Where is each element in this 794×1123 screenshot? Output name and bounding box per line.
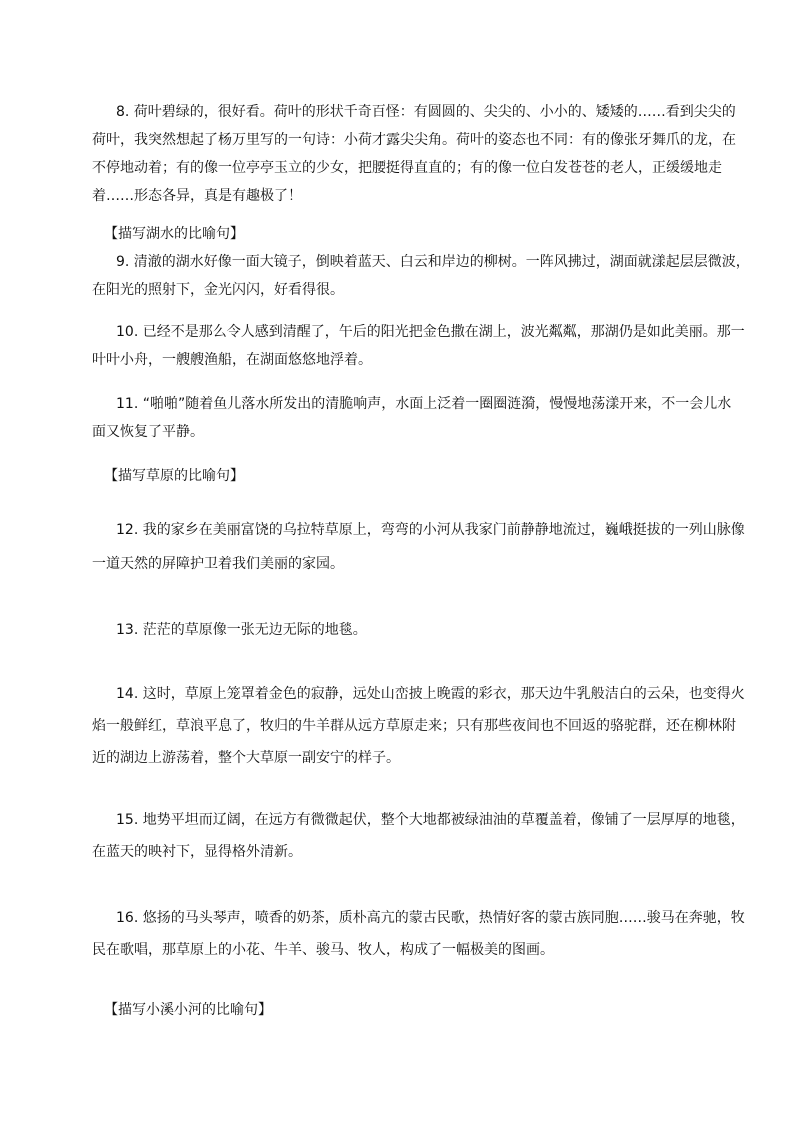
paragraph-line: 焰一般鲜红，草浪平息了，牧归的牛羊群从远方草原走来；只有那些夜间也不回返的骆驼群，还在柳林附: [92, 718, 736, 734]
section-heading-grassland: 【描写草原的比喻句】: [104, 468, 244, 484]
paragraph-line: 不停地动着；有的像一位亭亭玉立的少女，把腰挺得直直的；有的像一位白发苍苍的老人，正缓缓地走: [92, 160, 722, 176]
paragraph-9: [92, 248, 750, 304]
paragraph-line: 在蓝天的映衬下，显得格外清新。: [92, 844, 302, 860]
section-heading-lake: 【描写湖水的比喻句】: [104, 226, 244, 242]
paragraph-10: [92, 318, 745, 374]
paragraph-line: 叶叶小舟，一艘艘渔船，在湖面悠悠地浮着。: [92, 352, 372, 368]
paragraph-line: 11. “啪啪”随着鱼儿落水所发出的清脆响声，水面上泛着一圈圈涟漪，慢慢地荡漾开来，不一会儿水: [116, 396, 732, 412]
paragraph-line: 一道天然的屏障护卫着我们美丽的家园。: [92, 556, 344, 572]
paragraph-11: [92, 390, 732, 446]
paragraph-line: 10. 已经不是那么令人感到清醒了，午后的阳光把金色撒在湖上，波光粼粼，那湖仍是如此美丽。那一: [116, 324, 745, 340]
paragraph-15: [92, 806, 745, 866]
paragraph-line: 面又恢复了平静。: [92, 424, 204, 440]
paragraph-8: [92, 98, 736, 210]
paragraph-line: 9. 清澈的湖水好像一面大镜子，倒映着蓝天、白云和岸边的柳树。一阵风拂过，湖面就漾起层层微波，: [116, 254, 750, 270]
paragraph-line: 15. 地势平坦而辽阔，在远方有微微起伏，整个大地都被绿油油的草覆盖着，像铺了一层厚厚的地毯，: [116, 812, 745, 828]
paragraph-12: [92, 516, 745, 578]
paragraph-line: 13. 茫茫的草原像一张无边无际的地毯。: [116, 622, 367, 638]
paragraph-14: [92, 680, 745, 772]
paragraph-line: 12. 我的家乡在美丽富饶的乌拉特草原上，弯弯的小河从我家门前静静地流过，巍峨挺拔的一列山脉像: [116, 522, 745, 538]
paragraph-16: [92, 904, 745, 964]
paragraph-line: 着……形态各异，真是有趣极了！: [92, 188, 302, 204]
section-heading-stream: 【描写小溪小河的比喻句】: [104, 1002, 272, 1018]
paragraph-line: 近的湖边上游荡着，整个大草原一副安宁的样子。: [92, 750, 400, 766]
paragraph-line: 16. 悠扬的马头琴声，喷香的奶茶，质朴高亢的蒙古民歌，热情好客的蒙古族同胞……骏马在奔驰，牧: [116, 910, 745, 926]
paragraph-line: 14. 这时，草原上笼罩着金色的寂静，远处山峦披上晚霞的彩衣，那天边牛乳般洁白的云朵，也变得火: [116, 686, 745, 702]
paragraph-line: 8. 荷叶碧绿的，很好看。荷叶的形状千奇百怪：有圆圆的、尖尖的、小小的、矮矮的……看到尖尖的: [116, 104, 736, 120]
paragraph-line: 在阳光的照射下，金光闪闪，好看得很。: [92, 282, 344, 298]
paragraph-13: [104, 616, 724, 644]
paragraph-line: 荷叶，我突然想起了杨万里写的一句诗：小荷才露尖尖角。荷叶的姿态也不同：有的像张牙舞爪的龙，在: [92, 132, 736, 148]
paragraph-line: 民在歌唱，那草原上的小花、牛羊、骏马、牧人，构成了一幅极美的图画。: [92, 942, 554, 958]
